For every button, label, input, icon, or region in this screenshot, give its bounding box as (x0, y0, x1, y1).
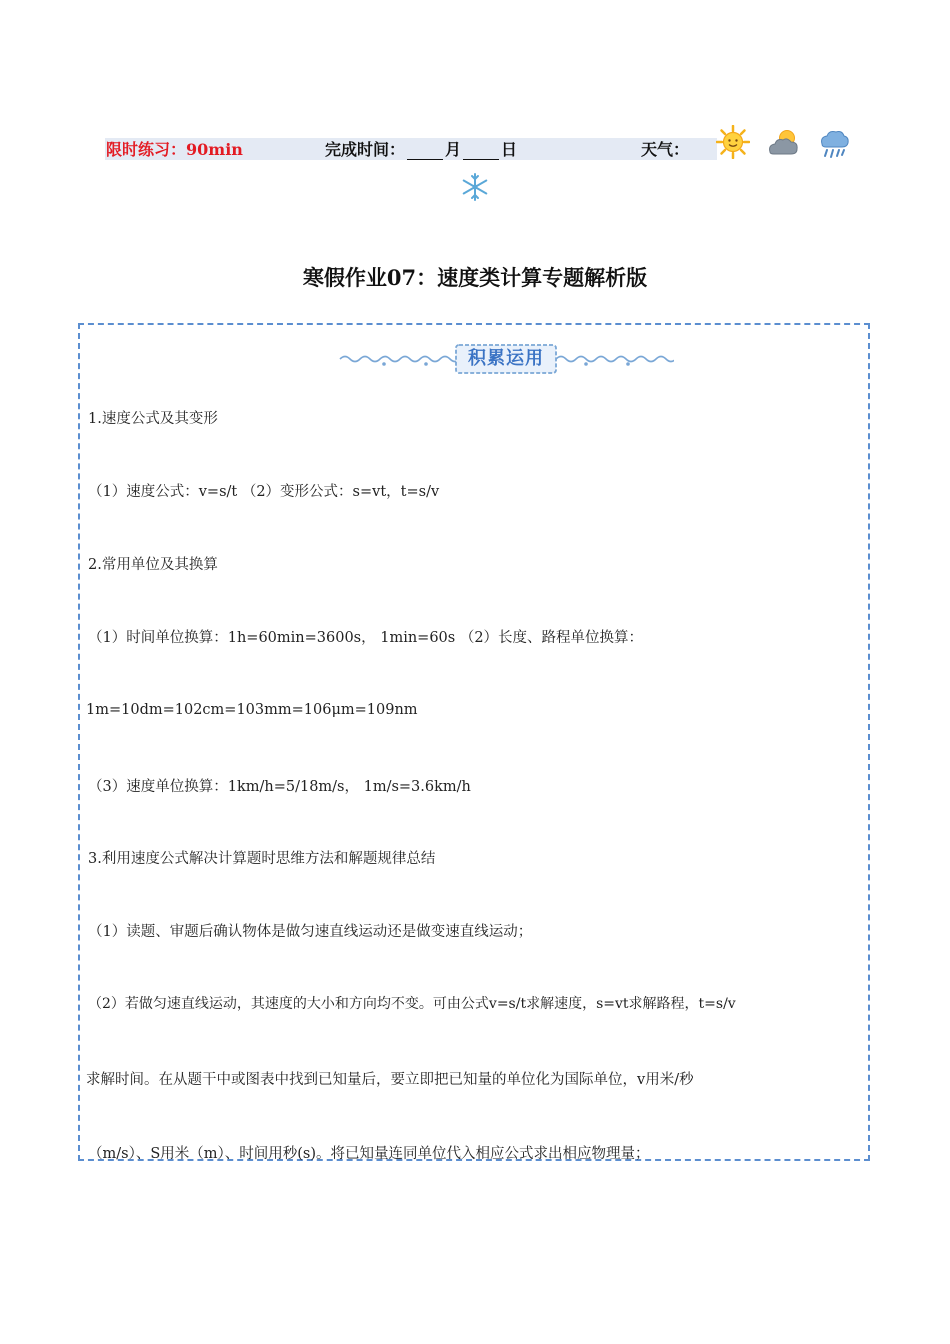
day-blank (463, 143, 499, 160)
paragraph: （3）速度单位换算：1km/h=5/18m/s， 1m/s=3.6km/h (88, 779, 471, 795)
paragraph: 1m=10dm=102cm=103mm=106μm=109nm (86, 702, 418, 718)
month-blank (407, 143, 443, 160)
paragraph: （1）读题、审题后确认物体是做匀速直线运动还是做变速直线运动； (88, 924, 533, 940)
section-banner (338, 342, 674, 376)
page-title: 寒假作业07：速度类计算专题解析版 (302, 265, 648, 290)
banner-label: 积累运用 (468, 348, 544, 369)
paragraph: 3.利用速度公式解决计算题时思维方法和解题规律总结 (88, 851, 436, 867)
paragraph: 1.速度公式及其变形 (88, 411, 218, 427)
snowflake-icon (460, 172, 490, 202)
paragraph: （1）时间单位换算：1h=60min=3600s， 1min=60s （2）长度、路程单位换算： (88, 630, 644, 646)
paragraph: 2.常用单位及其换算 (88, 557, 218, 573)
day-label: 日 (501, 140, 518, 159)
sun-icon (716, 125, 750, 159)
rain-cloud-icon (818, 127, 850, 161)
completion-time-label: 完成时间： (325, 140, 406, 159)
partly-cloudy-icon (766, 127, 802, 159)
month-label: 月 (445, 140, 462, 159)
time-limit-label: 限时练习：90min (106, 140, 243, 159)
paragraph: （m/s）、S用米（m）、时间用秒(s)。将已知量连同单位代入相应公式求出相应物理量； (88, 1146, 650, 1162)
content-box (78, 323, 870, 1161)
paragraph: （2）若做匀速直线运动，其速度的大小和方向均不变。可由公式v=s/t求解速度，s=vt求解路程，t=s/v (88, 996, 736, 1012)
paragraph: （1）速度公式：v=s/t （2）变形公式：s=vt，t=s/v (88, 484, 440, 500)
weather-label: 天气： (641, 140, 690, 159)
paragraph: 求解时间。在从题干中或图表中找到已知量后，要立即把已知量的单位化为国际单位，v用米/秒 (86, 1072, 694, 1088)
completion-time (325, 140, 517, 160)
